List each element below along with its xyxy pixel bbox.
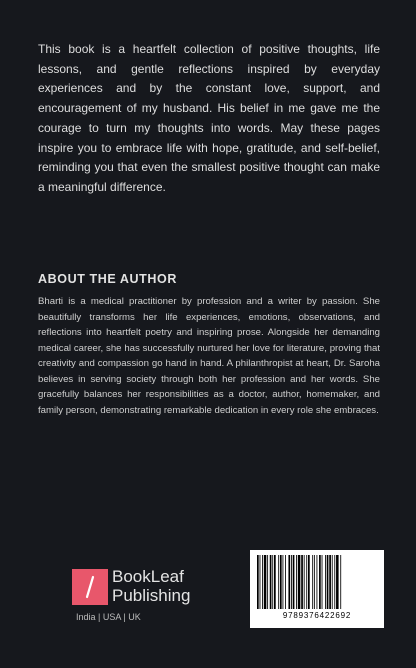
isbn-barcode xyxy=(250,550,384,628)
barcode-bar xyxy=(274,555,276,609)
barcode-bar xyxy=(285,555,286,609)
barcode-bar xyxy=(264,555,267,609)
barcode-bar xyxy=(257,555,259,609)
back-cover-blurb: This book is a heartfelt collection of positive thoughts, life lessons, and gentle reflections inspired by everyday experiences and by the constant love, support, and encouragement of my husband. His belief in me gave me the courage to turn my thoughts into words. May these pages inspire you to embrace life with hope, gratitude, and self-belief, reminding you that even the smallest positive thought can make a meaningful difference. xyxy=(38,42,380,194)
barcode-bar xyxy=(291,555,292,609)
publisher-regions: India | USA | UK xyxy=(76,612,141,622)
author-bio: Bharti is a medical practitioner by profession and a writer by passion. She beautifully transforms her life experiences, emotions, observations, and reflections into heartfelt poetry and inspiring prose. Alongside her demanding medical career, she has successfully nurtured her love for literature, proving that creativity and compassion go hand in hand. A philanthropist at heart, Dr. Saroha believes in serving society through both her profession and her words. She gracefully balances her responsibilities as a doctor, author, homemaker, and family person, demonstrating remarkable dedication in every role she embraces. xyxy=(38,296,380,416)
barcode-bar xyxy=(319,555,321,609)
barcode-bar xyxy=(260,555,261,609)
barcode-bar xyxy=(336,555,339,609)
barcode-bar xyxy=(317,555,318,609)
publisher-name-sub: Publishing xyxy=(112,586,191,605)
barcode-bar xyxy=(262,555,263,609)
barcode-bar xyxy=(314,555,315,609)
barcode-bar xyxy=(325,555,326,609)
about-author-heading: ABOUT THE AUTHOR xyxy=(38,272,177,286)
barcode-bar xyxy=(280,555,282,609)
isbn-number: 9789376422692 xyxy=(282,611,352,620)
publisher-name: BookLeaf xyxy=(112,567,184,586)
publisher-logo xyxy=(72,566,212,626)
barcode-bar xyxy=(298,555,301,609)
barcode-bar xyxy=(283,555,284,609)
barcode-bar xyxy=(301,555,303,609)
barcode-bar xyxy=(332,555,333,609)
barcode-bar xyxy=(327,555,329,609)
barcode-bar xyxy=(293,555,295,609)
barcode-bar xyxy=(334,555,335,609)
barcode-bar xyxy=(312,555,313,609)
barcode-bar xyxy=(272,555,273,609)
barcode-bar xyxy=(267,555,268,609)
barcode-bar xyxy=(270,555,272,609)
barcode-bar xyxy=(278,555,279,609)
barcode-bar xyxy=(304,555,305,609)
barcode-bar xyxy=(306,555,307,609)
barcode-bar xyxy=(340,555,341,609)
barcode-bar xyxy=(329,555,331,609)
slash-icon xyxy=(72,569,108,605)
barcode-bar xyxy=(288,555,290,609)
barcode-bar xyxy=(322,555,323,609)
barcode-bar xyxy=(308,555,310,609)
barcode-bars xyxy=(255,555,379,609)
barcode-bar xyxy=(296,555,297,609)
